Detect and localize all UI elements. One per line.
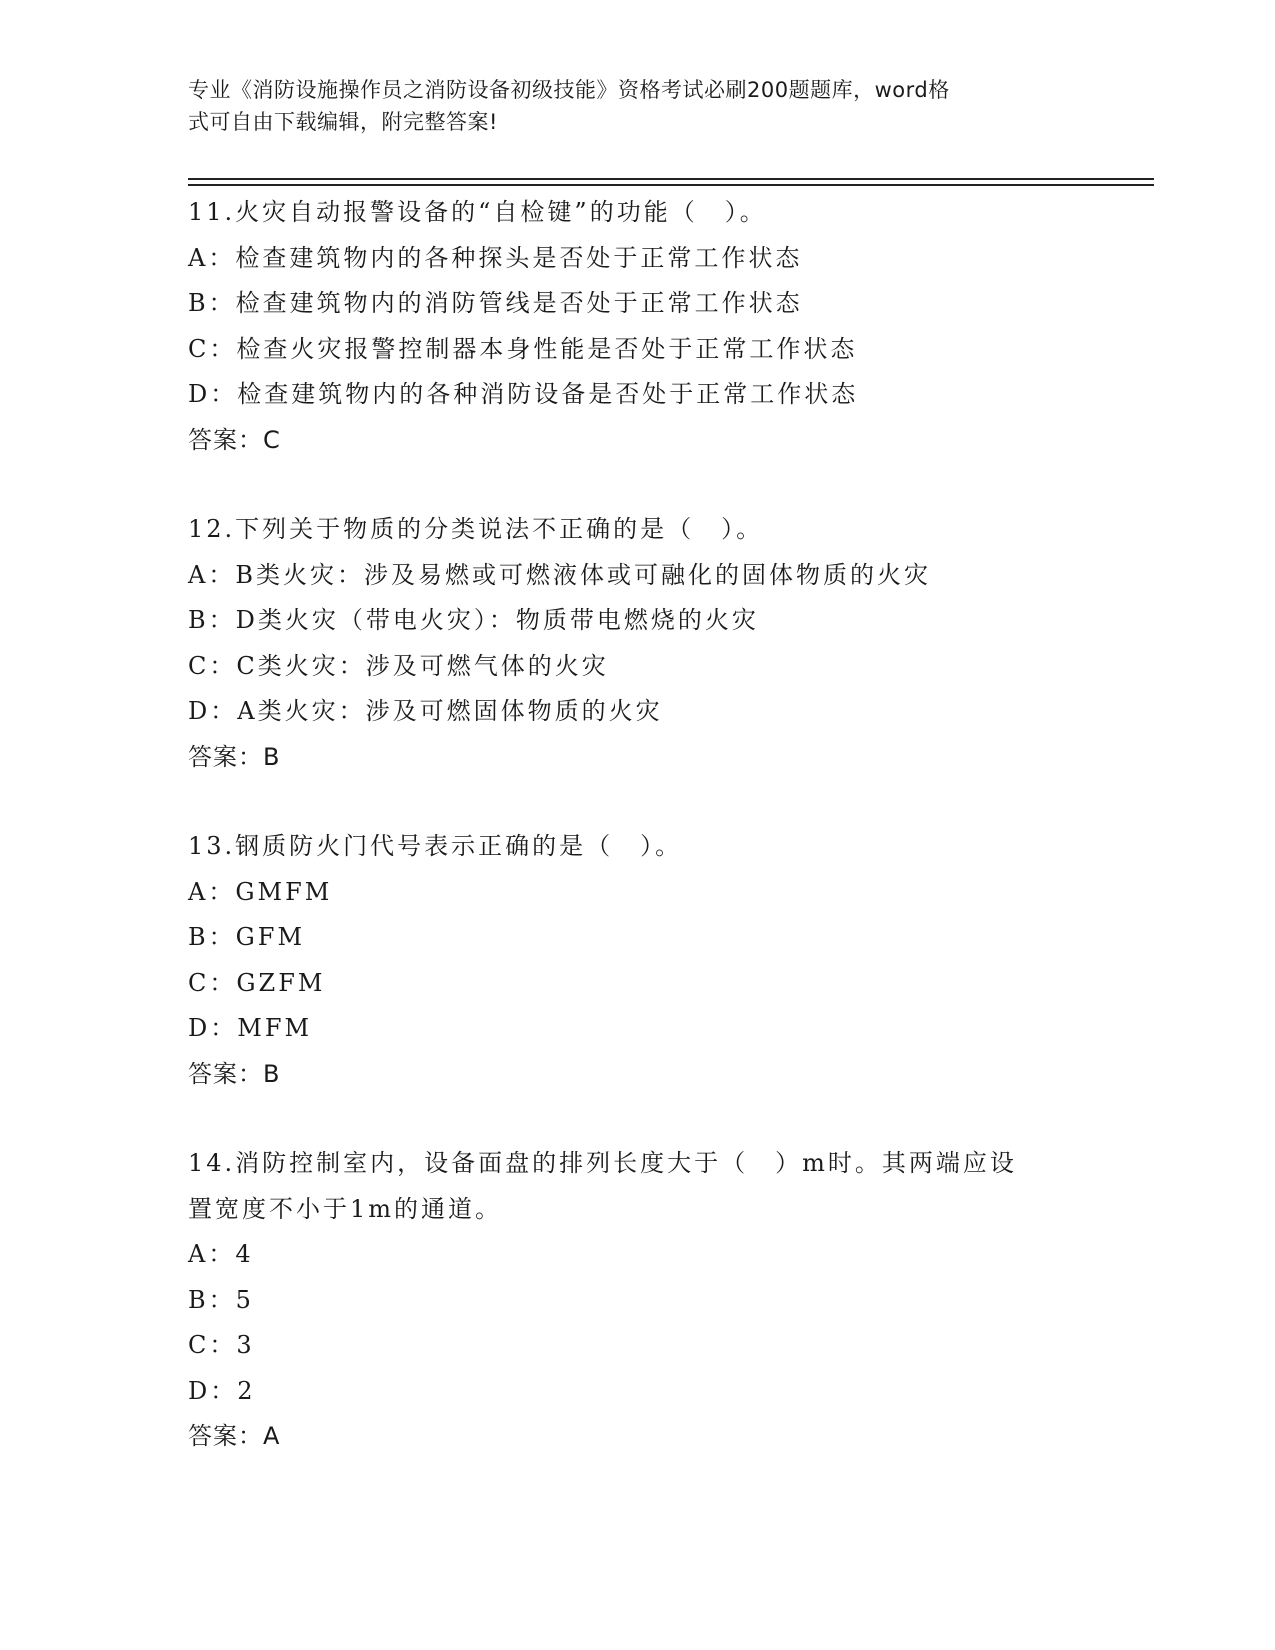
answer-label: 答案：C	[188, 425, 281, 454]
answer-label: 答案：B	[188, 1059, 281, 1088]
option-b: B：5	[188, 1285, 254, 1314]
option-d: D：检查建筑物内的各种消防设备是否处于正常工作状态	[188, 380, 859, 408]
option-a: A：B类火灾：涉及易燃或可燃液体或可融化的固体物质的火灾	[188, 560, 931, 589]
answer-label: 答案：A	[188, 1422, 281, 1450]
question-stem: 11.火灾自动报警设备的“自检键”的功能（ ）。	[188, 198, 767, 226]
question-list	[188, 190, 1088, 1504]
option-c: C：3	[188, 1331, 255, 1359]
header-divider-bottom	[188, 184, 1154, 186]
option-d: D：2	[188, 1376, 256, 1405]
option-b: B：GFM	[188, 923, 306, 951]
option-a: A：GMFM	[188, 877, 333, 906]
document-header	[188, 74, 1068, 138]
question-13	[188, 824, 1088, 1097]
header-divider-top	[188, 178, 1154, 180]
option-c: C：GZFM	[188, 968, 326, 997]
option-c: C：检查火灾报警控制器本身性能是否处于正常工作状态	[188, 334, 858, 363]
header-title-line-1: 专业《消防设施操作员之消防设备初级技能》资格考试必刷200题题库，word格	[188, 78, 950, 102]
answer-label: 答案：B	[188, 742, 281, 771]
option-d: D：A类火灾：涉及可燃固体物质的火灾	[188, 697, 663, 725]
option-b: B：检查建筑物内的消防管线是否处于正常工作状态	[188, 289, 803, 317]
option-d: D：MFM	[188, 1014, 313, 1042]
option-a: A：4	[188, 1240, 254, 1268]
question-stem: 13.钢质防火门代号表示正确的是（ ）。	[188, 832, 683, 860]
question-stem-line-2: 置宽度不小于1m的通道。	[188, 1194, 503, 1223]
question-stem: 12.下列关于物质的分类说法不正确的是（ ）。	[188, 515, 764, 543]
header-title-line-2: 式可自由下载编辑，附完整答案!	[188, 110, 498, 134]
option-c: C：C类火灾：涉及可燃气体的火灾	[188, 651, 609, 680]
option-a: A：检查建筑物内的各种探头是否处于正常工作状态	[188, 243, 803, 272]
question-12	[188, 507, 1088, 780]
question-11	[188, 190, 1088, 463]
question-14	[188, 1141, 1088, 1460]
question-stem-line-1: 14.消防控制室内，设备面盘的排列长度大于（ ）m时。其两端应设	[188, 1149, 1017, 1177]
option-b: B：D类火灾（带电火灾）：物质带电燃烧的火灾	[188, 606, 759, 634]
